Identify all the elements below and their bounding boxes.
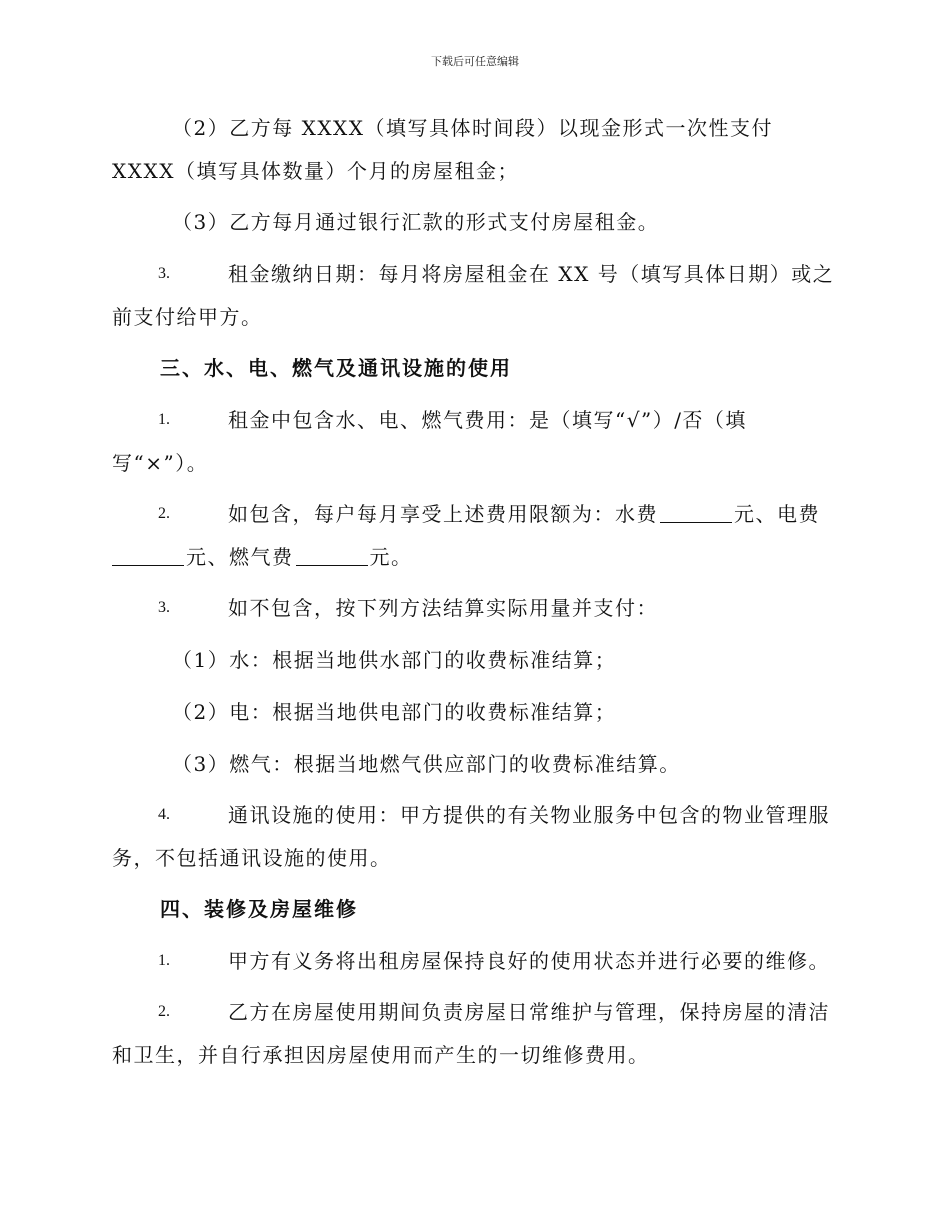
settlement-water: （1）水：根据当地供水部门的收费标准结算； <box>172 648 617 672</box>
utility-limits-line-2 <box>112 543 413 571</box>
payment-option-2-line-1: （2）乙方每 XXXX（填写具体时间段）以现金形式一次性支付 <box>172 116 774 140</box>
telecom-usage-line-2: 务，不包括通讯设施的使用。 <box>112 846 392 870</box>
landlord-maintenance-duty: 甲方有义务将出租房屋保持良好的使用状态并进行必要的维修。 <box>228 949 830 973</box>
payment-option-2-line-2: XXXX（填写具体数量）个月的房屋租金； <box>112 159 519 183</box>
settlement-gas: （3）燃气：根据当地燃气供应部门的收费标准结算。 <box>172 752 681 776</box>
rent-due-date-line-2: 前支付给甲方。 <box>112 305 263 329</box>
gas-fee-blank <box>296 545 368 566</box>
payment-option-3: （3）乙方每月通过银行汇款的形式支付房屋租金。 <box>172 210 660 234</box>
utility-limits-text-a: 如包含，每户每月享受上述费用限额为：水费 <box>228 502 658 526</box>
utility-limits-text-d: 元。 <box>369 545 413 569</box>
rent-due-date-line-1: 租金缴纳日期：每月将房屋租金在 XX 号（填写具体日期）或之 <box>228 262 835 286</box>
settlement-electricity: （2）电：根据当地供电部门的收费标准结算； <box>172 700 617 724</box>
sec4-item-2-number: 2. <box>158 1003 170 1020</box>
utility-limits-text-b: 元、电费 <box>734 502 820 526</box>
section-3-title: 三、水、电、燃气及通讯设施的使用 <box>160 356 512 380</box>
page-header: 下载后可任意编辑 <box>431 55 519 68</box>
sec3-item-2-number: 2. <box>158 505 170 522</box>
sec3-item-1-number: 1. <box>158 411 170 428</box>
water-fee-blank <box>660 502 732 523</box>
utility-limits-line-1 <box>228 500 820 528</box>
item-3-number: 3. <box>158 265 170 282</box>
utilities-included-line-1: 租金中包含水、电、燃气费用：是（填写“√”）/否（填 <box>228 408 747 432</box>
tenant-maintenance-line-2: 和卫生，并自行承担因房屋使用而产生的一切维修费用。 <box>112 1043 650 1067</box>
section-4-title: 四、装修及房屋维修 <box>160 897 358 921</box>
sec3-item-3-number: 3. <box>158 599 170 616</box>
sec3-item-4-number: 4. <box>158 806 170 823</box>
sec4-item-1-number: 1. <box>158 952 170 969</box>
settlement-method-intro: 如不包含，按下列方法结算实际用量并支付： <box>228 596 658 620</box>
utilities-included-line-2: 写“×”）。 <box>112 451 209 475</box>
electricity-fee-blank <box>112 545 184 566</box>
telecom-usage-line-1: 通讯设施的使用：甲方提供的有关物业服务中包含的物业管理服 <box>228 803 830 827</box>
tenant-maintenance-line-1: 乙方在房屋使用期间负责房屋日常维护与管理，保持房屋的清洁 <box>228 1000 830 1024</box>
utility-limits-text-c: 元、燃气费 <box>186 545 294 569</box>
